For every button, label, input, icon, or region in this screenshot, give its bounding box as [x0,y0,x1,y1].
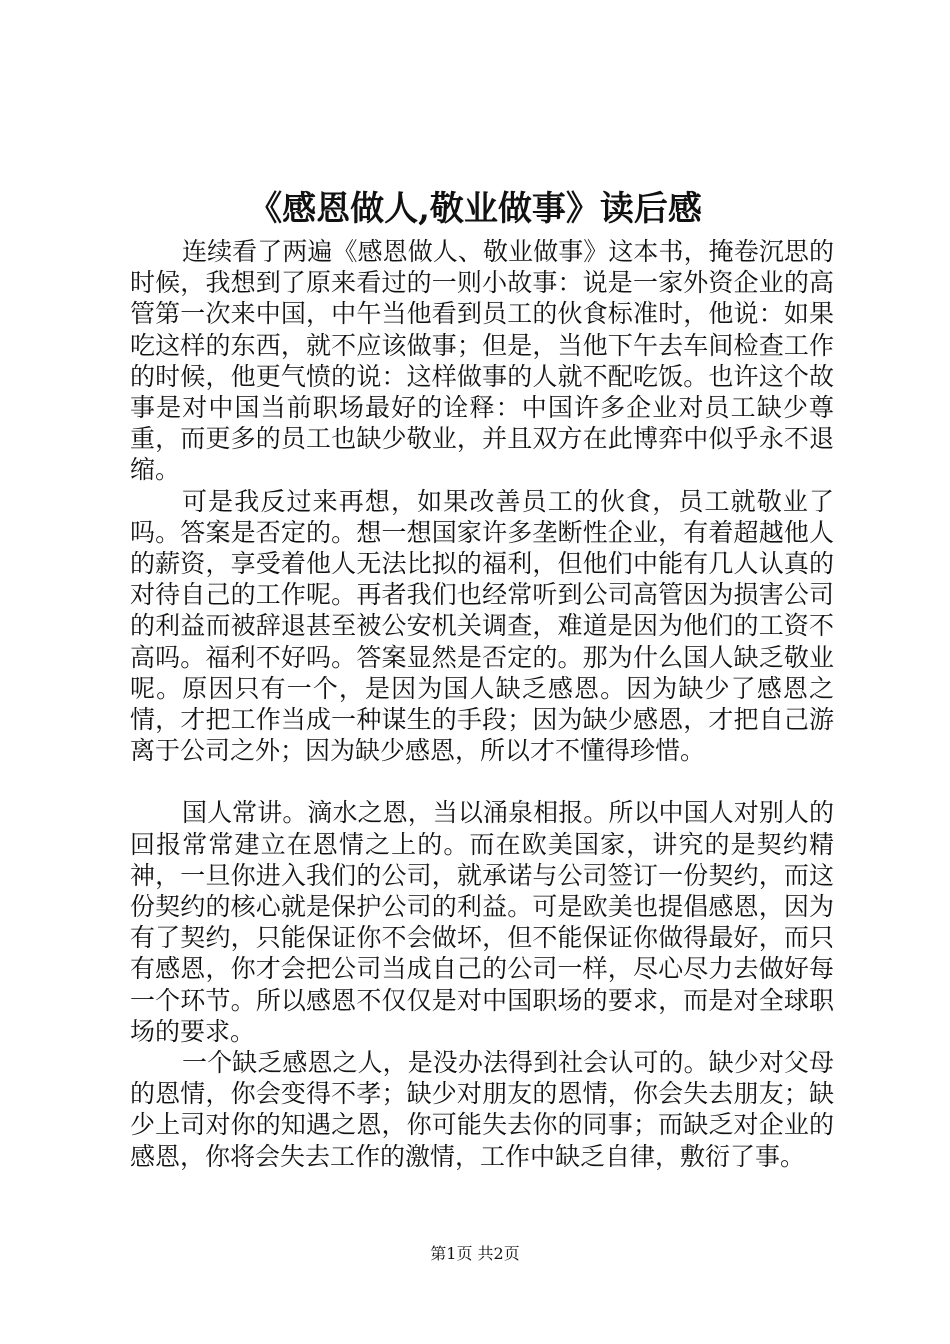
paragraph-1: 连续看了两遍《感恩做人、敬业做事》这本书，掩卷沉思的时候，我想到了原来看过的一则小故事：说是一家外资企业的高管第一次来中国，中午当他看到员工的伙食标准时，他说：如果吃这样的东西，就不应该做事；但是，当他下午去车间检查工作的时候，他更气愤的说：这样做事的人就不配吃饭。也许这个故事是对中国当前职场最好的诠释：中国许多企业对员工缺少尊重，而更多的员工也缺少敬业，并且双方在此博弈中似乎永不退缩。 [130,237,834,485]
document-body [130,236,834,1172]
document-title: 《感恩做人,敬业做事》读后感 [248,189,702,229]
paragraph-2: 可是我反过来再想，如果改善员工的伙食，员工就敬业了吗。答案是否定的。想一想国家许多垄断性企业，有着超越他人的薪资，享受着他人无法比拟的福利，但他们中能有几人认真的对待自己的工作呢。再者我们也经常听到公司高管因为损害公司的利益而被辞退甚至被公安机关调查，难道是因为他们的工资不高吗。福利不好吗。答案显然是否定的。那为什么国人缺乏敬业呢。原因只有一个，是因为国人缺乏感恩。因为缺少了感恩之情，才把工作当成一种谋生的手段；因为缺少感恩，才把自己游离于公司之外；因为缺少感恩，所以才不懂得珍惜。 [130,486,834,766]
paragraph-3: 国人常讲。滴水之恩，当以涌泉相报。所以中国人对别人的回报常常建立在恩情之上的。而在欧美国家，讲究的是契约精神，一旦你进入我们的公司，就承诺与公司签订一份契约，而这份契约的核心就是保护公司的利益。可是欧美也提倡感恩，因为有了契约，只能保证你不会做坏，但不能保证你做得最好，而只有感恩，你才会把公司当成自己的公司一样，尽心尽力去做好每一个环节。所以感恩不仅仅是对中国职场的要求，而是对全球职场的要求。 [130,798,834,1046]
paragraph-spacer [130,766,834,797]
page-footer: 第1页 共2页 [430,1244,520,1263]
paragraph-4: 一个缺乏感恩之人，是没办法得到社会认可的。缺少对父母的恩情，你会变得不孝；缺少对朋友的恩情，你会失去朋友；缺少上司对你的知遇之恩，你可能失去你的同事；而缺乏对企业的感恩，你将会失去工作的激情，工作中缺乏自律，敷衍了事。 [130,1048,834,1171]
